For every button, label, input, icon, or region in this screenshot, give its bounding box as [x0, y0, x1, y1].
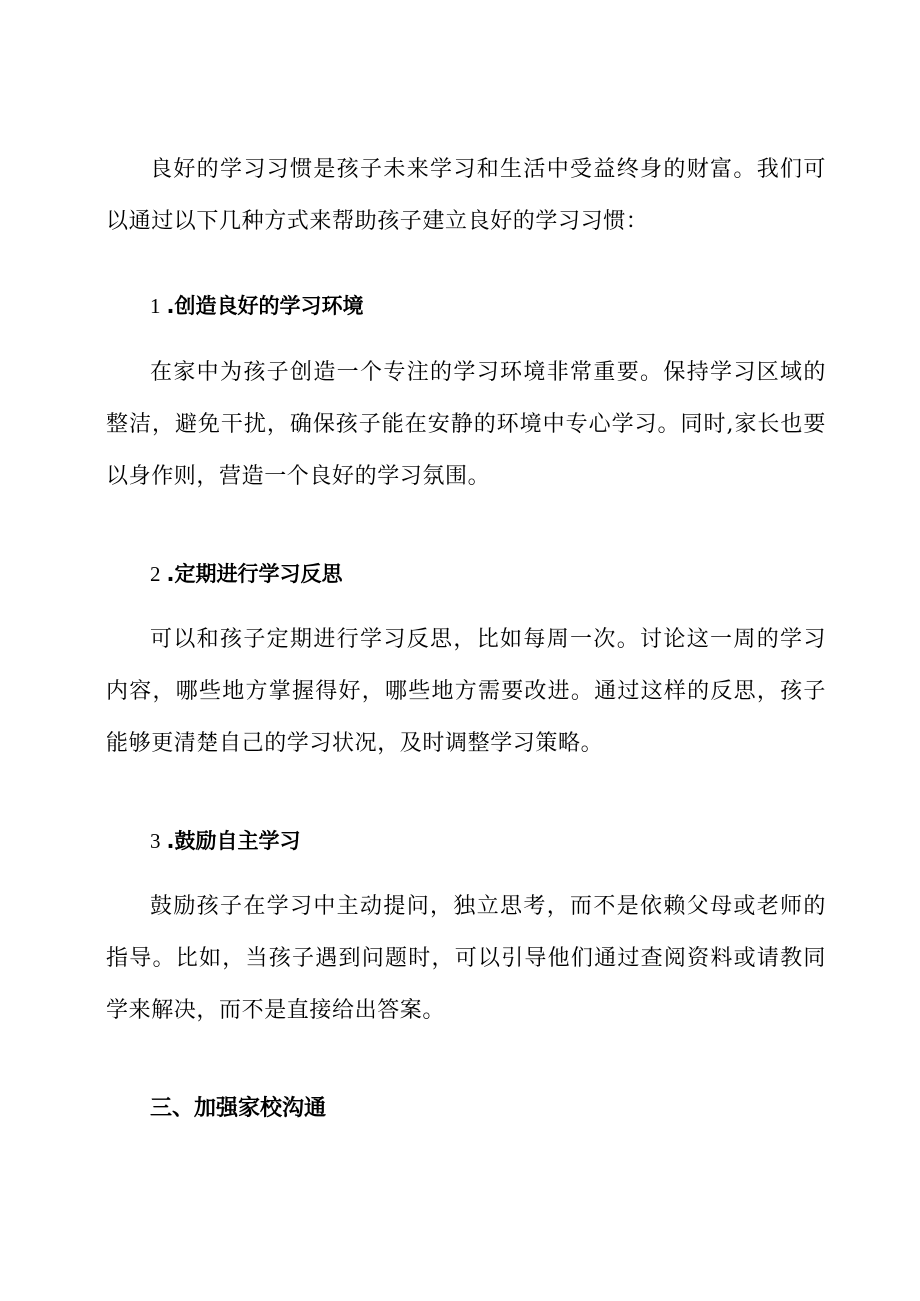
item-3-heading	[150, 826, 300, 856]
item-3-number: 3	[150, 829, 161, 853]
section-heading: 三、加强家校沟通	[150, 1096, 327, 1121]
item-2-heading	[150, 559, 342, 589]
item-1-title: .创造良好的学习环境	[166, 294, 364, 318]
item-2-body: 可以和孩子定期进行学习反思，比如每周一次。讨论这一周的学习内容，哪些地方掌握得好，哪些地方需要改进。通过这样的反思，孩子能够更清楚自己的学习状况，及时调整学习策略。	[106, 627, 826, 756]
item-1-body: 在家中为孩子创造一个专注的学习环境非常重要。保持学习区域的整洁，避免干扰，确保孩子能在安静的环境中专心学习。同时,家长也要以身作则，营造一个良好的学习氛围。	[106, 360, 826, 489]
item-3-body: 鼓励孩子在学习中主动提问，独立思考，而不是依赖父母或老师的指导。比如，当孩子遇到问题时，可以引导他们通过查阅资料或请教同学来解决，而不是直接给出答案。	[106, 894, 826, 1023]
item-3-title: .鼓励自主学习	[166, 829, 301, 853]
item-1-number: 1	[150, 294, 161, 318]
item-2-title: .定期进行学习反思	[166, 562, 343, 586]
item-1-heading	[150, 291, 363, 321]
item-2-number: 2	[150, 562, 161, 586]
intro-paragraph: 良好的学习习惯是孩子未来学习和生活中受益终身的财富。我们可以通过以下几种方式来帮助孩子建立良好的学习习惯：	[106, 157, 826, 234]
